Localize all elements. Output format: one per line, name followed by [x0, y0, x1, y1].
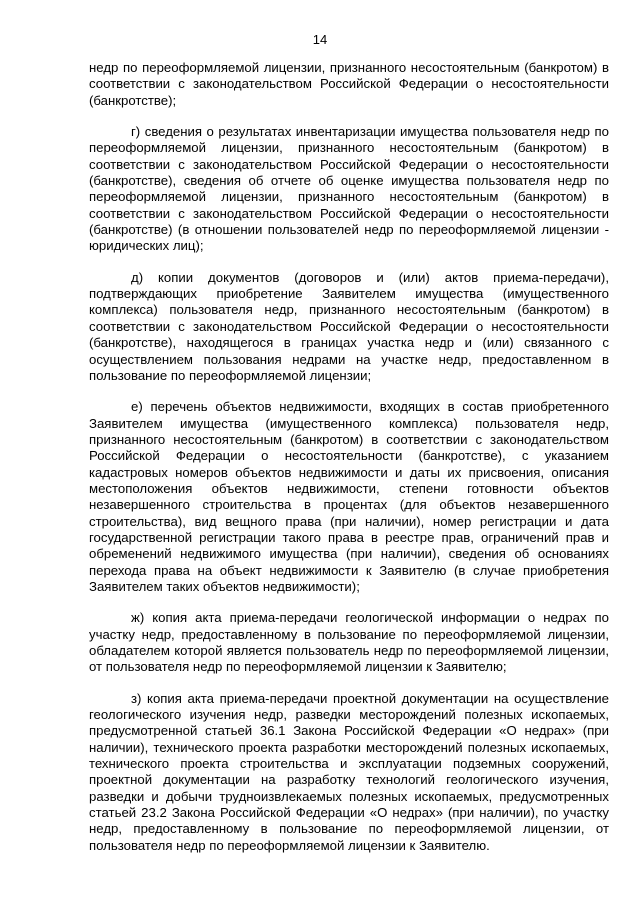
document-body	[89, 60, 609, 869]
paragraph-item-d: д) копии документов (договоров и (или) актов приема-передачи), подтверждающих приобретение Заявителем имущества (имущественного комплекса) пользователя недр, признанного несостоятельным (банкротом) в соответствии с законодательством Российской Федерации о несостоятельности (банкротстве), находящегося в границах участка недр и (или) связанного с осуществлением пользования недрами на участке недр, предоставленном в пользование по переоформляемой лицензии;	[89, 269, 609, 383]
page-number: 14	[312, 32, 328, 47]
paragraph-item-z: з) копия акта приема-передачи проектной документации на осуществление геологического изучения недр, разведки месторождений полезных ископаемых, предусмотренной статьей 36.1 Закона Российской Федерации «О недрах» (при наличии), технического проекта разработки месторождений полезных ископаемых, технического проекта строительства и эксплуатации подземных сооружений, проектной документации на разработку технологий геологического изучения, разведки и добычи трудноизвлекаемых полезных ископаемых, предусмотренных статьей 23.2 Закона Российской Федерации «О недрах» (при наличии), по участку недр, предоставленному в пользование по переоформляемой лицензии, от пользователя недр по переоформляемой лицензии к Заявителю.	[89, 690, 609, 853]
paragraph-item-zh: ж) копия акта приема-передачи геологической информации о недрах по участку недр, предоставленному в пользование по переоформляемой лицензии, обладателем которой является пользователь недр по переоформляемой лицензии, от пользователя недр по переоформляемой лицензии к Заявителю;	[89, 610, 609, 675]
paragraph-item-g: г) сведения о результатах инвентаризации имущества пользователя недр по переоформляемой лицензии, признанного несостоятельным (банкротом) в соответствии с законодательством Российской Федерации о несостоятельности (банкротстве), сведения об отчете об оценке имущества пользователя недр по переоформляемой лицензии, признанного несостоятельным (банкротом) в соответствии с законодательством Российской Федерации о несостоятельности (банкротстве) (в отношении пользователей недр по переоформляемой лицензии - юридических лиц);	[89, 124, 609, 254]
paragraph-item-e: е) перечень объектов недвижимости, входящих в состав приобретенного Заявителем имущества (имущественного комплекса) пользователя недр, признанного несостоятельным (банкротом) в соответствии с законодательством Российской Федерации о несостоятельности (банкротстве), с указанием кадастровых номеров объектов недвижимости и даты их присвоения, описания местоположения объектов недвижимости, степени готовности объектов незавершенного строительства в процентах (для объектов незавершенного строительства), вид вещного права (при наличии), номер регистрации и дата государственной регистрации такого права в реестре прав, ограничений прав и обременений недвижимого имущества (при наличии), сведения об основаниях перехода права на объект недвижимости к Заявителю (в случае приобретения Заявителем таких объектов недвижимости);	[89, 399, 609, 594]
paragraph-continuation: недр по переоформляемой лицензии, признанного несостоятельным (банкротом) в соответствии с законодательством Российской Федерации о несостоятельности (банкротстве);	[89, 60, 609, 108]
